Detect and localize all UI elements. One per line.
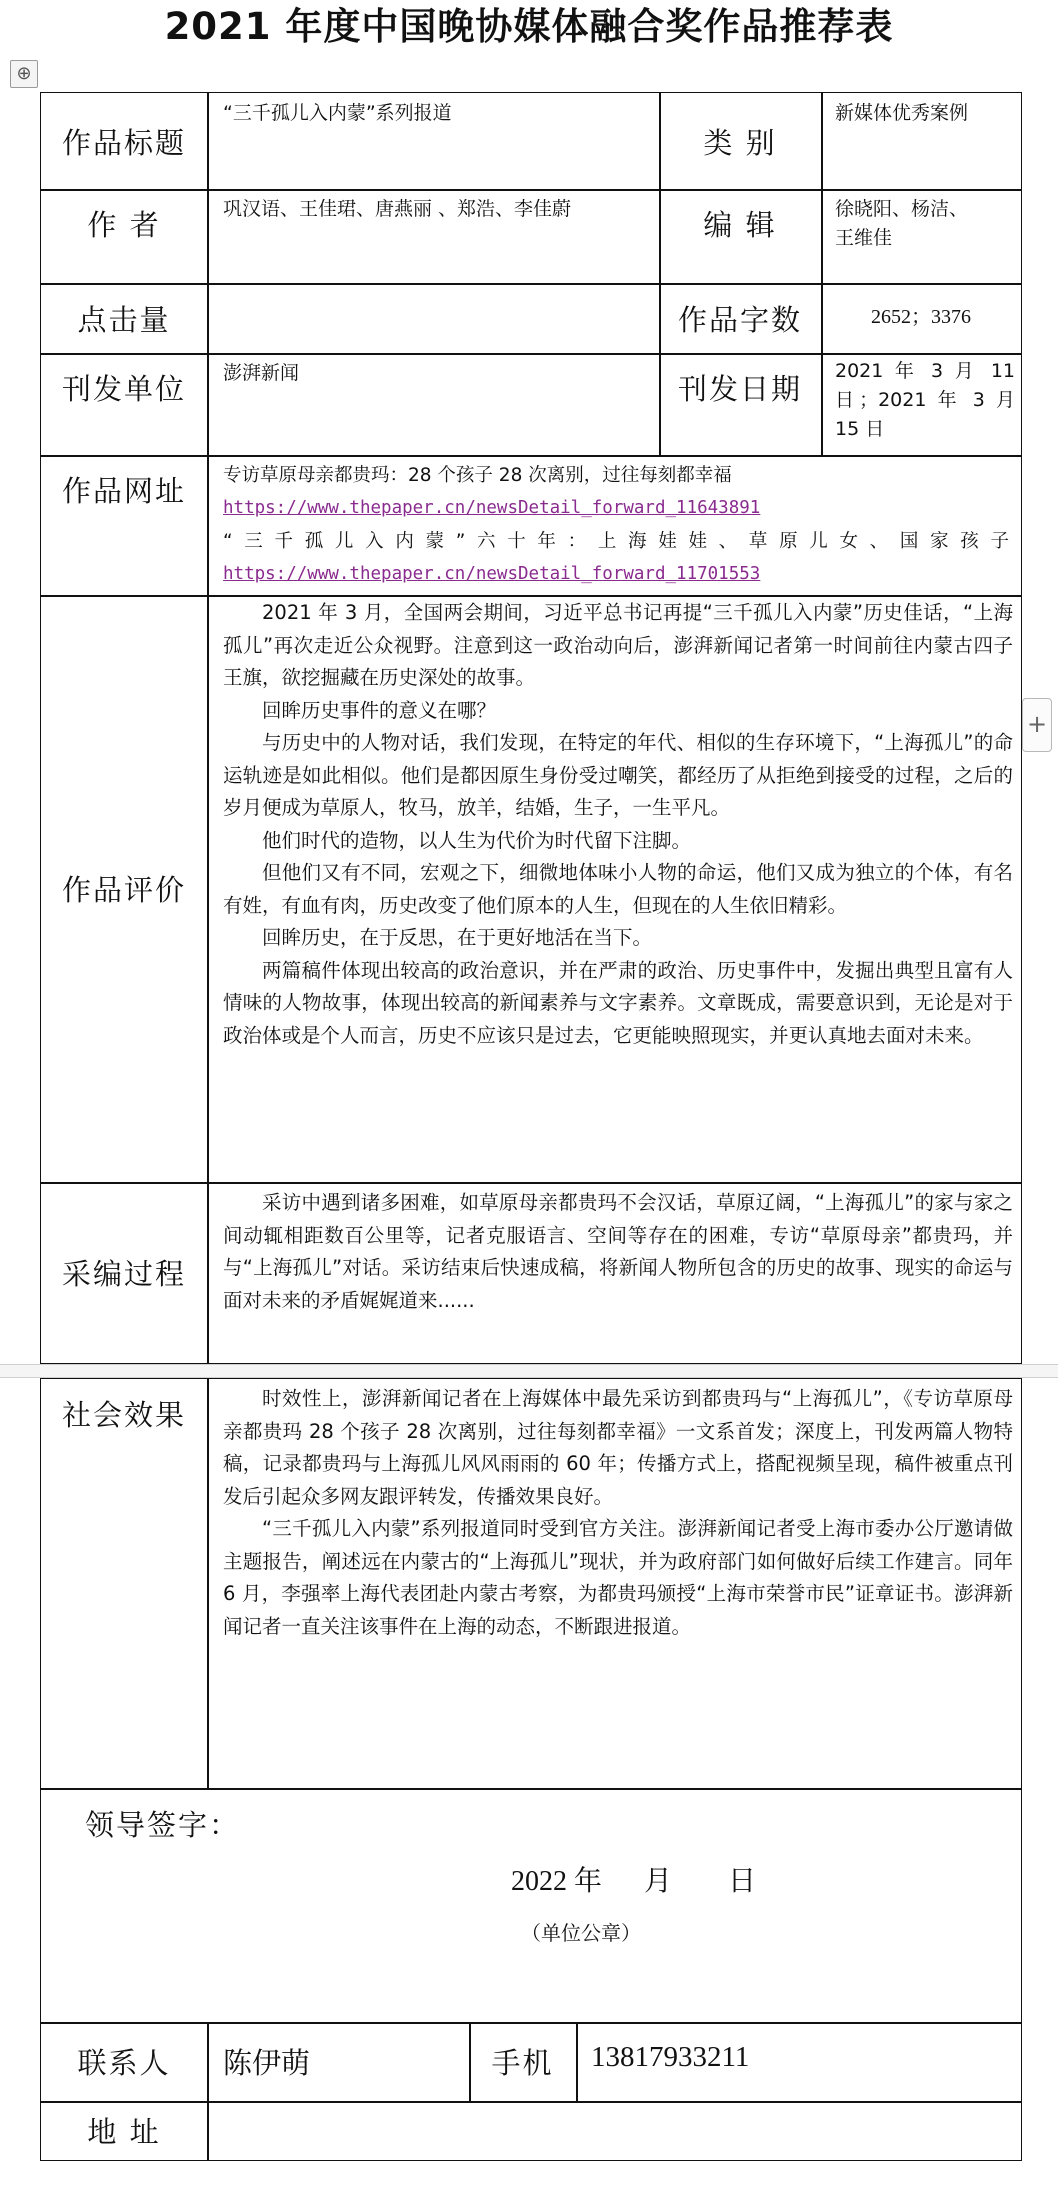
recommendation-table-part1 — [40, 92, 1022, 1364]
url-item1-title: 专访草原母亲都贵玛：28 个孩子 28 次离别，过往每刻都幸福 — [223, 465, 732, 486]
signature-label: 领导签字： — [85, 1808, 241, 1842]
publish-date-value[interactable] — [835, 357, 1015, 444]
url-item2-title: “三千孤儿入内蒙”六十年：上海娃娃、草原儿女、国家孩子 — [223, 531, 1009, 552]
add-column-plus-icon[interactable]: + — [1022, 698, 1052, 752]
column-divider — [207, 93, 209, 1363]
word-count-label: 作品字数 — [677, 302, 802, 337]
signature-date[interactable]: 2022 年 月 日 — [511, 1866, 757, 1897]
editor-value[interactable] — [835, 195, 1015, 253]
publisher-label: 刊发单位 — [61, 372, 186, 406]
process-value[interactable] — [223, 1187, 1013, 1317]
url-item1-link[interactable]: https://www.thepaper.cn/newsDetail_forward_11643891 — [223, 498, 761, 518]
evaluation-paragraph: 他们时代的造物，以人生为代价为时代留下注脚。 — [262, 828, 692, 852]
evaluation-paragraph: 但他们又有不同，宏观之下，细微地体味小人物的命运，他们又成为独立的个体，有名有姓，有血有肉，历史改变了他们原本的人生，但现在的人生依旧精彩。 — [223, 861, 1013, 917]
process-paragraph: 采访中遇到诸多困难，如草原母亲都贵玛不会汉话，草原辽阔，“上海孤儿”的家与家之间动辄相距数百公里等，记者克服语言、空间等存在的困难，专访“草原母亲”都贵玛，并与“上海孤儿”对话。采访结束后快速成稿，将新闻人物所包含的历史的故事、现实的命运与面对未来的矛盾娓娓道来...... — [223, 1191, 1013, 1312]
publish-date-line1: 2021 年 3 月 11 — [835, 360, 1015, 382]
phone-value[interactable]: 13817933211 — [591, 2041, 750, 2073]
impact-paragraph: 时效性上，澎湃新闻记者在上海媒体中最先采访到都贵玛与“上海孤儿”，《专访草原母亲都贵玛 28 个孩子 28 次离别，过往每刻都幸福》一文系首发；深度上，刊发两篇人物特稿，记录都贵玛与上海孤儿风风雨雨的 60 年；传播方式上，搭配视频呈现，稿件被重点刊发后引起众多网友跟评转发，传播效果良好。 — [223, 1387, 1013, 1508]
table-move-handle-icon[interactable]: ⊕ — [10, 60, 38, 88]
impact-paragraph: “三千孤儿入内蒙”系列报道同时受到官方关注。澎湃新闻记者受上海市委办公厅邀请做主题报告，阐述远在内蒙古的“上海孤儿”现状，并为政府部门如何做好后续工作建言。同年 6 月，李强率上海代表团赴内蒙古考察，为都贵玛颁授“上海市荣誉市民”证章证书。澎湃新闻记者一直关注该事件在上海的动态，不断跟进报道。 — [223, 1517, 1013, 1638]
url-value — [223, 459, 1009, 591]
word-count-value[interactable]: 2652；3376 — [871, 306, 971, 328]
author-label: 作 者 — [87, 208, 161, 242]
impact-label: 社会效果 — [61, 1398, 186, 1432]
category-value[interactable]: 新媒体优秀案例 — [835, 102, 969, 124]
evaluation-paragraph: 与历史中的人物对话，我们发现，在特定的年代、相似的生存环境下，“上海孤儿”的命运轨迹是如此相似。他们是都因原生身份受过嘲笑，都经历了从拒绝到接受的过程，之后的岁月便成为草原人，牧马，放羊，结婚，生子，一生平凡。 — [223, 731, 1013, 819]
url-label: 作品网址 — [61, 474, 186, 508]
phone-label: 手机 — [491, 2046, 554, 2080]
column-divider — [576, 2022, 578, 2101]
column-divider — [207, 2022, 209, 2160]
publish-date-label: 刊发日期 — [677, 372, 802, 406]
unit-seal-note: （单位公章） — [521, 1921, 641, 1945]
category-label: 类 别 — [703, 125, 777, 160]
recommendation-table-part2 — [40, 1378, 1022, 2161]
page-break-separator — [0, 1364, 1058, 1378]
editor-label: 编 辑 — [703, 208, 777, 242]
evaluation-paragraph: 回眸历史，在于反思，在于更好地活在当下。 — [262, 926, 653, 949]
author-value[interactable]: 巩汉语、王佳珺、唐燕丽 、郑浩、李佳蔚 — [223, 198, 572, 220]
editor-value-line1: 徐晓阳、杨洁、 — [835, 198, 969, 220]
evaluation-paragraph: 回眸历史事件的意义在哪？ — [262, 698, 497, 722]
publish-date-line3: 15 日 — [835, 418, 885, 440]
impact-value[interactable] — [223, 1383, 1013, 1643]
column-divider — [207, 1379, 209, 1788]
publish-date-line2: 日；2021 年 3 月 — [835, 389, 1015, 411]
editor-value-line2: 王维佳 — [835, 227, 893, 249]
url-item2-link[interactable]: https://www.thepaper.cn/newsDetail_forward_11701553 — [223, 564, 761, 584]
evaluation-value[interactable] — [223, 597, 1013, 1052]
document-title: 2021 年度中国晚协媒体融合奖作品推荐表 — [164, 5, 894, 48]
contact-value[interactable]: 陈伊萌 — [223, 2048, 311, 2080]
work-title-value[interactable]: “三千孤儿入内蒙”系列报道 — [223, 102, 452, 124]
contact-label: 联系人 — [77, 2046, 171, 2080]
evaluation-paragraph: 2021 年 3 月，全国两会期间，习近平总书记再提“三千孤儿入内蒙”历史佳话，“上海孤儿”再次走近公众视野。注意到这一政治动向后，澎湃新闻记者第一时间前往内蒙古四子王旗，欲挖掘藏在历史深处的故事。 — [223, 601, 1013, 689]
work-title-label: 作品标题 — [61, 125, 186, 160]
process-label: 采编过程 — [61, 1257, 186, 1291]
evaluation-label: 作品评价 — [61, 873, 186, 907]
column-divider — [821, 93, 823, 455]
row-divider — [41, 1788, 1021, 1790]
evaluation-paragraph: 两篇稿件体现出较高的政治意识，并在严肃的政治、历史事件中，发掘出典型且富有人情味的人物故事，体现出较高的新闻素养与文字素养。文章既成，需要意识到，无论是对于政治体或是个人而言，历史不应该只是过去，它更能映照现实，并更认真地去面对未来。 — [223, 958, 1013, 1047]
publisher-value[interactable]: 澎湃新闻 — [223, 362, 300, 384]
clicks-label: 点击量 — [77, 302, 171, 337]
address-label: 地 址 — [87, 2115, 161, 2149]
